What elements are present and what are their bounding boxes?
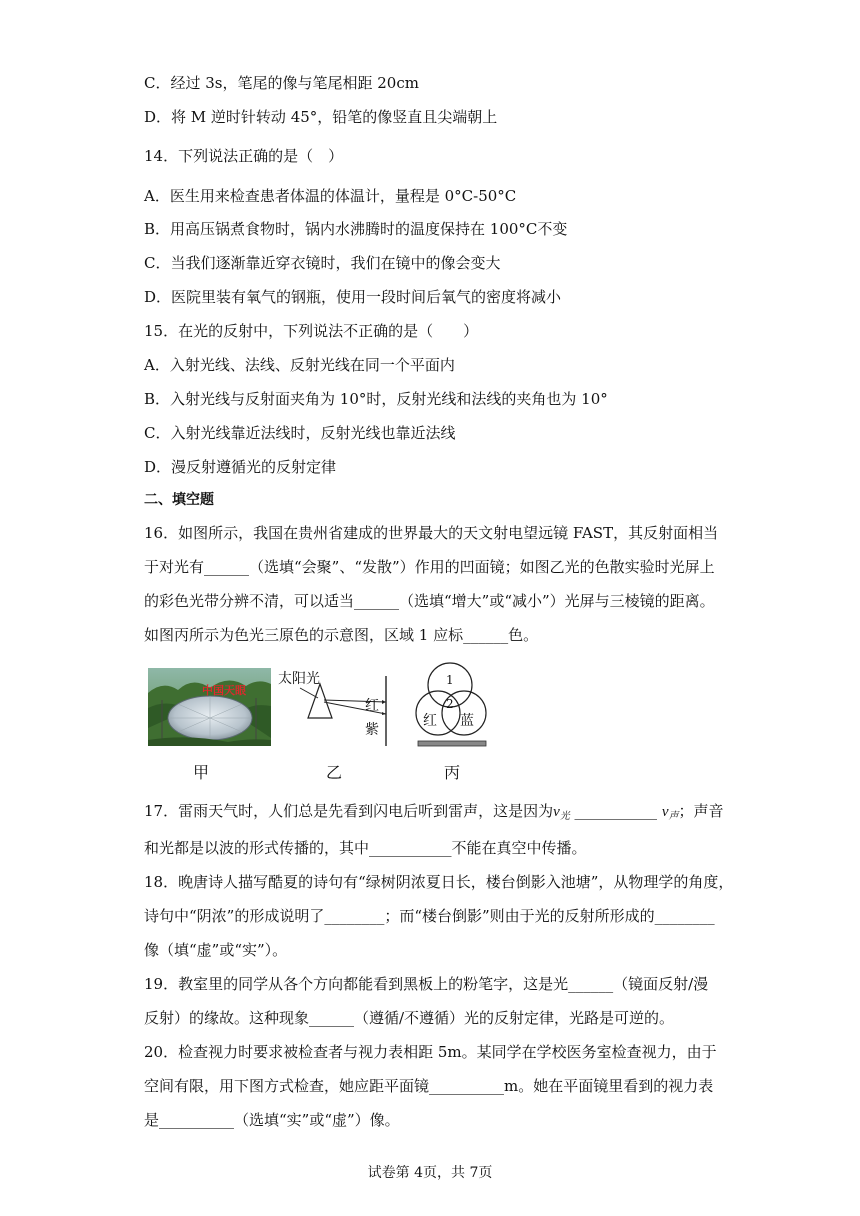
figure-caption-a: 甲 xyxy=(193,763,210,782)
subscript-light: 光 xyxy=(559,811,570,822)
q14-option-b: B．用高压锅煮食物时，锅内水沸腾时的温度保持在 100°C不变 xyxy=(144,220,568,238)
q17-text-b: ；声音 xyxy=(678,802,724,820)
q13-option-d: D．将 M 逆时针转动 45°，铅笔的像竖直且尖端朝上 xyxy=(144,108,498,126)
q16-line-4: 如图丙所示为色光三原色的示意图，区域 1 应标______色。 xyxy=(144,626,539,644)
q15-stem: 15．在光的反射中，下列说法不正确的是（ ） xyxy=(144,322,479,340)
q13-option-c: C．经过 3s，笔尾的像与笔尾相距 20cm xyxy=(144,74,419,92)
red-label: 红 xyxy=(365,698,379,714)
region-2-label: 2 xyxy=(446,697,454,711)
section-heading: 二、填空题 xyxy=(144,492,214,508)
q18-line-2: 诗句中“阴浓”的形成说明了________；而“楼台倒影”则由于光的反射所形成的________ xyxy=(144,907,715,925)
q16-line-3: 的彩色光带分辨不清，可以适当______（选填“增大”或“减小”）光屏与三棱镜的距离。 xyxy=(144,592,715,610)
q15-option-b: B．入射光线与反射面夹角为 10°时，反射光线和法线的夹角也为 10° xyxy=(144,390,608,408)
q15-option-a: A．入射光线、法线、反射光线在同一个平面内 xyxy=(144,356,455,374)
sunlight-label: 太阳光 xyxy=(278,671,320,687)
primary-colors-diagram xyxy=(414,661,490,751)
figure-caption-c: 丙 xyxy=(444,763,461,782)
fast-telescope-photo xyxy=(148,668,271,746)
q20-line-1: 20．检查视力时要求被检查者与视力表相距 5m。某同学在学校医务室检查视力，由于 xyxy=(144,1043,717,1061)
q14-option-c: C．当我们逐渐靠近穿衣镜时，我们在镜中的像会变大 xyxy=(144,254,501,272)
q17-line-1 xyxy=(144,801,724,827)
figure-caption-b: 乙 xyxy=(326,763,343,782)
q18-line-1: 18．晚唐诗人描写酷夏的诗句有“绿树阴浓夏日长，楼台倒影入池塘”，从物理学的角度， xyxy=(144,873,734,891)
q15-option-c: C．入射光线靠近法线时，反射光线也靠近法线 xyxy=(144,424,456,442)
q15-option-d: D．漫反射遵循光的反射定律 xyxy=(144,458,337,476)
subscript-sound: 声 xyxy=(668,811,679,822)
q14-option-a: A．医生用来检查患者体温的体温计，量程是 0°C-50°C xyxy=(144,187,517,205)
q16-line-1: 16．如图所示，我国在贵州省建成的世界最大的天文射电望远镜 FAST，其反射面相当 xyxy=(144,524,719,542)
q19-line-1: 19．教室里的同学从各个方向都能看到黑板上的粉笔字，这是光______（镜面反射/漫 xyxy=(144,975,709,993)
purple-label: 紫 xyxy=(365,722,379,738)
q14-option-d: D．医院里装有氧气的钢瓶，使用一段时间后氧气的密度将减小 xyxy=(144,288,562,306)
q17-text-a: 17．雷雨天气时，人们总是先看到闪电后听到雷声，这是因为 xyxy=(144,802,554,820)
prism-diagram xyxy=(278,668,393,748)
blue-circle-label: 蓝 xyxy=(460,713,474,729)
q20-line-2: 空间有限，用下图方式检查，她应距平面镜__________m。她在平面镜里看到的视力表 xyxy=(144,1077,714,1095)
q18-line-3: 像（填“虚”或“实”）。 xyxy=(144,941,288,959)
q14-stem: 14．下列说法正确的是（ ） xyxy=(144,147,344,165)
velocity-symbol: v xyxy=(661,804,669,820)
q17-blank: ___________ xyxy=(574,802,658,820)
page-footer: 试卷第 4页，共 7页 xyxy=(367,1165,493,1181)
red-circle-label: 红 xyxy=(423,713,437,729)
region-1-label: 1 xyxy=(446,673,454,687)
q19-line-2: 反射）的缘故。这种现象______（遵循/不遵循）光的反射定律，光路是可逆的。 xyxy=(144,1009,675,1027)
q16-line-2: 于对光有______（选填“会聚”、“发散”）作用的凹面镜；如图乙光的色散实验时光屏上 xyxy=(144,558,715,576)
q17-line-2: 和光都是以波的形式传播的，其中___________不能在真空中传播。 xyxy=(144,839,587,857)
photo-caption-text: 中国天眼 xyxy=(202,684,246,697)
q20-line-3: 是__________（选填“实”或“虚”）像。 xyxy=(144,1111,400,1129)
velocity-symbol: v xyxy=(553,804,560,820)
